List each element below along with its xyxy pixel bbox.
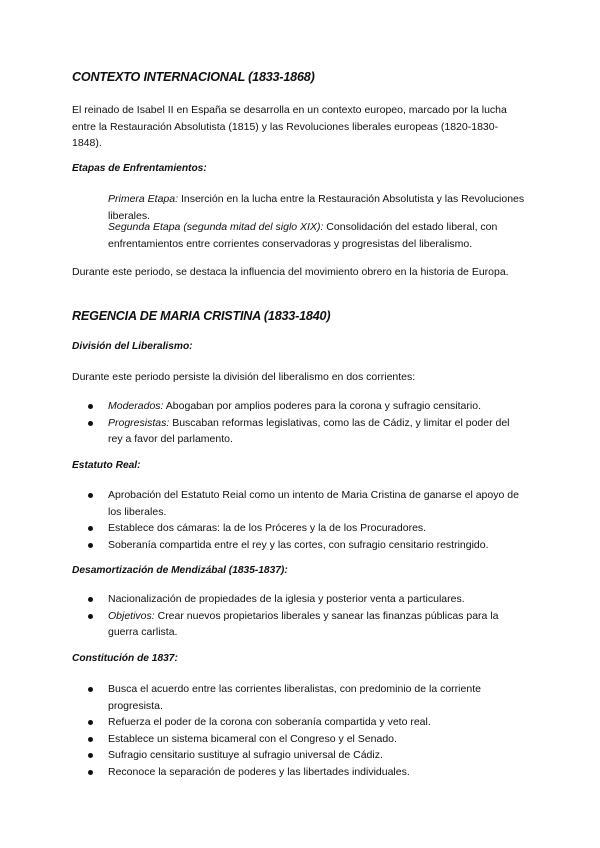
- list-item: [0, 608, 520, 641]
- list-item-text: Abogaban por amplios poderes para la corona y sufragio censitario.: [163, 400, 481, 412]
- subheading-constitucion-1837: Constitución de 1837:: [72, 653, 178, 664]
- list-item: [0, 747, 520, 764]
- list-item-text: Nacionalización de propiedades de la iglesia y posterior venta a particulares.: [108, 593, 465, 605]
- list-constitucion-1837: [0, 681, 520, 780]
- list-item-lead: Progresistas:: [108, 416, 170, 429]
- bullet-icon: [88, 493, 93, 498]
- list-desamortizacion: [0, 591, 520, 641]
- list-item-text: Soberanía compartida entre el rey y las cortes, con sufragio censitario restringido.: [108, 538, 489, 551]
- list-item-lead: Objetivos:: [108, 609, 155, 622]
- list-item-lead: Moderados:: [108, 400, 164, 412]
- list-item-text: Reconoce la separación de poderes y las libertades individuales.: [108, 765, 410, 778]
- stage-1-text: Inserción en la lucha entre la Restauración Absolutista y las Revoluciones liberales.: [108, 193, 525, 222]
- stage-2-text: Consolidación del estado liberal, con enfrentamientos entre corrientes conservadoras y progresistas del liberalismo.: [108, 221, 498, 250]
- stage-1-lead: Primera Etapa:: [108, 193, 179, 205]
- section-title-contexto: CONTEXTO INTERNACIONAL (1833-1868): [72, 70, 315, 84]
- subheading-desamortizacion: Desamortización de Mendizábal (1835-1837):: [72, 565, 288, 576]
- bullet-icon: [88, 543, 93, 548]
- subheading-division-liberalismo: División del Liberalismo:: [72, 341, 193, 352]
- list-item: [0, 487, 520, 520]
- bullet-icon: [88, 614, 93, 619]
- stage-2-lead: Segunda Etapa (segunda mitad del siglo XIX):: [108, 221, 324, 233]
- list-item: [0, 537, 520, 554]
- list-item-text: Busca el acuerdo entre las corrientes liberalistas, con predominio de la corriente progresista.: [108, 683, 481, 712]
- bullet-icon: [88, 753, 93, 758]
- list-item-text: Buscaban reformas legislativas, como las de Cádiz, y limitar el poder del rey a favor del parlamento.: [108, 416, 510, 445]
- list-item: [0, 731, 520, 748]
- bullet-icon: [88, 421, 93, 426]
- stage-2: [108, 219, 528, 252]
- paragraph-contexto-intro: El reinado de Isabel II en España se desarrolla en un contexto europeo, marcado por la lucha entre la Restauración Absolutista (1815) y las Revoluciones liberales europeas (1820-1830-1848).: [72, 104, 507, 149]
- subheading-etapas: Etapas de Enfrentamientos:: [72, 163, 207, 174]
- bullet-icon: [88, 404, 93, 409]
- section-title-regencia: REGENCIA DE MARIA CRISTINA (1833-1840): [72, 309, 331, 323]
- list-item-text: Establece un sistema bicameral con el Congreso y el Senado.: [108, 732, 397, 745]
- subheading-estatuto-real: Estatuto Real:: [72, 460, 141, 471]
- bullet-icon: [88, 687, 93, 692]
- bullet-icon: [88, 770, 93, 775]
- bullet-icon: [88, 597, 93, 602]
- bullet-icon: [88, 720, 93, 725]
- list-item: [0, 714, 520, 731]
- list-estatuto-real: [0, 487, 520, 553]
- list-item-text: Sufragio censitario sustituye al sufragio universal de Cádiz.: [108, 749, 383, 761]
- paragraph-contexto-closing: Durante este periodo, se destaca la influencia del movimiento obrero en la historia de Europa.: [72, 266, 509, 278]
- list-item: [0, 591, 520, 608]
- list-item-text: Aprobación del Estatuto Reial como un intento de Maria Cristina de ganarse el apoyo de los liberales.: [108, 489, 519, 518]
- list-item: [0, 520, 520, 537]
- list-item-text: Establece dos cámaras: la de los Próceres y la de los Procuradores.: [108, 522, 427, 534]
- list-item-text: Crear nuevos propietarios liberales y sanear las finanzas públicas para la guerra carlista.: [108, 609, 499, 638]
- paragraph-division-intro: Durante este periodo persiste la división del liberalismo en dos corrientes:: [72, 371, 416, 383]
- bullet-icon: [88, 737, 93, 742]
- list-item: [0, 681, 520, 714]
- list-item: [0, 415, 520, 448]
- list-item: [0, 398, 520, 415]
- bullet-icon: [88, 526, 93, 531]
- list-item: [0, 764, 520, 781]
- list-item-text: Refuerza el poder de la corona con soberanía compartida y veto real.: [108, 716, 431, 728]
- list-division-liberalismo: [0, 398, 520, 448]
